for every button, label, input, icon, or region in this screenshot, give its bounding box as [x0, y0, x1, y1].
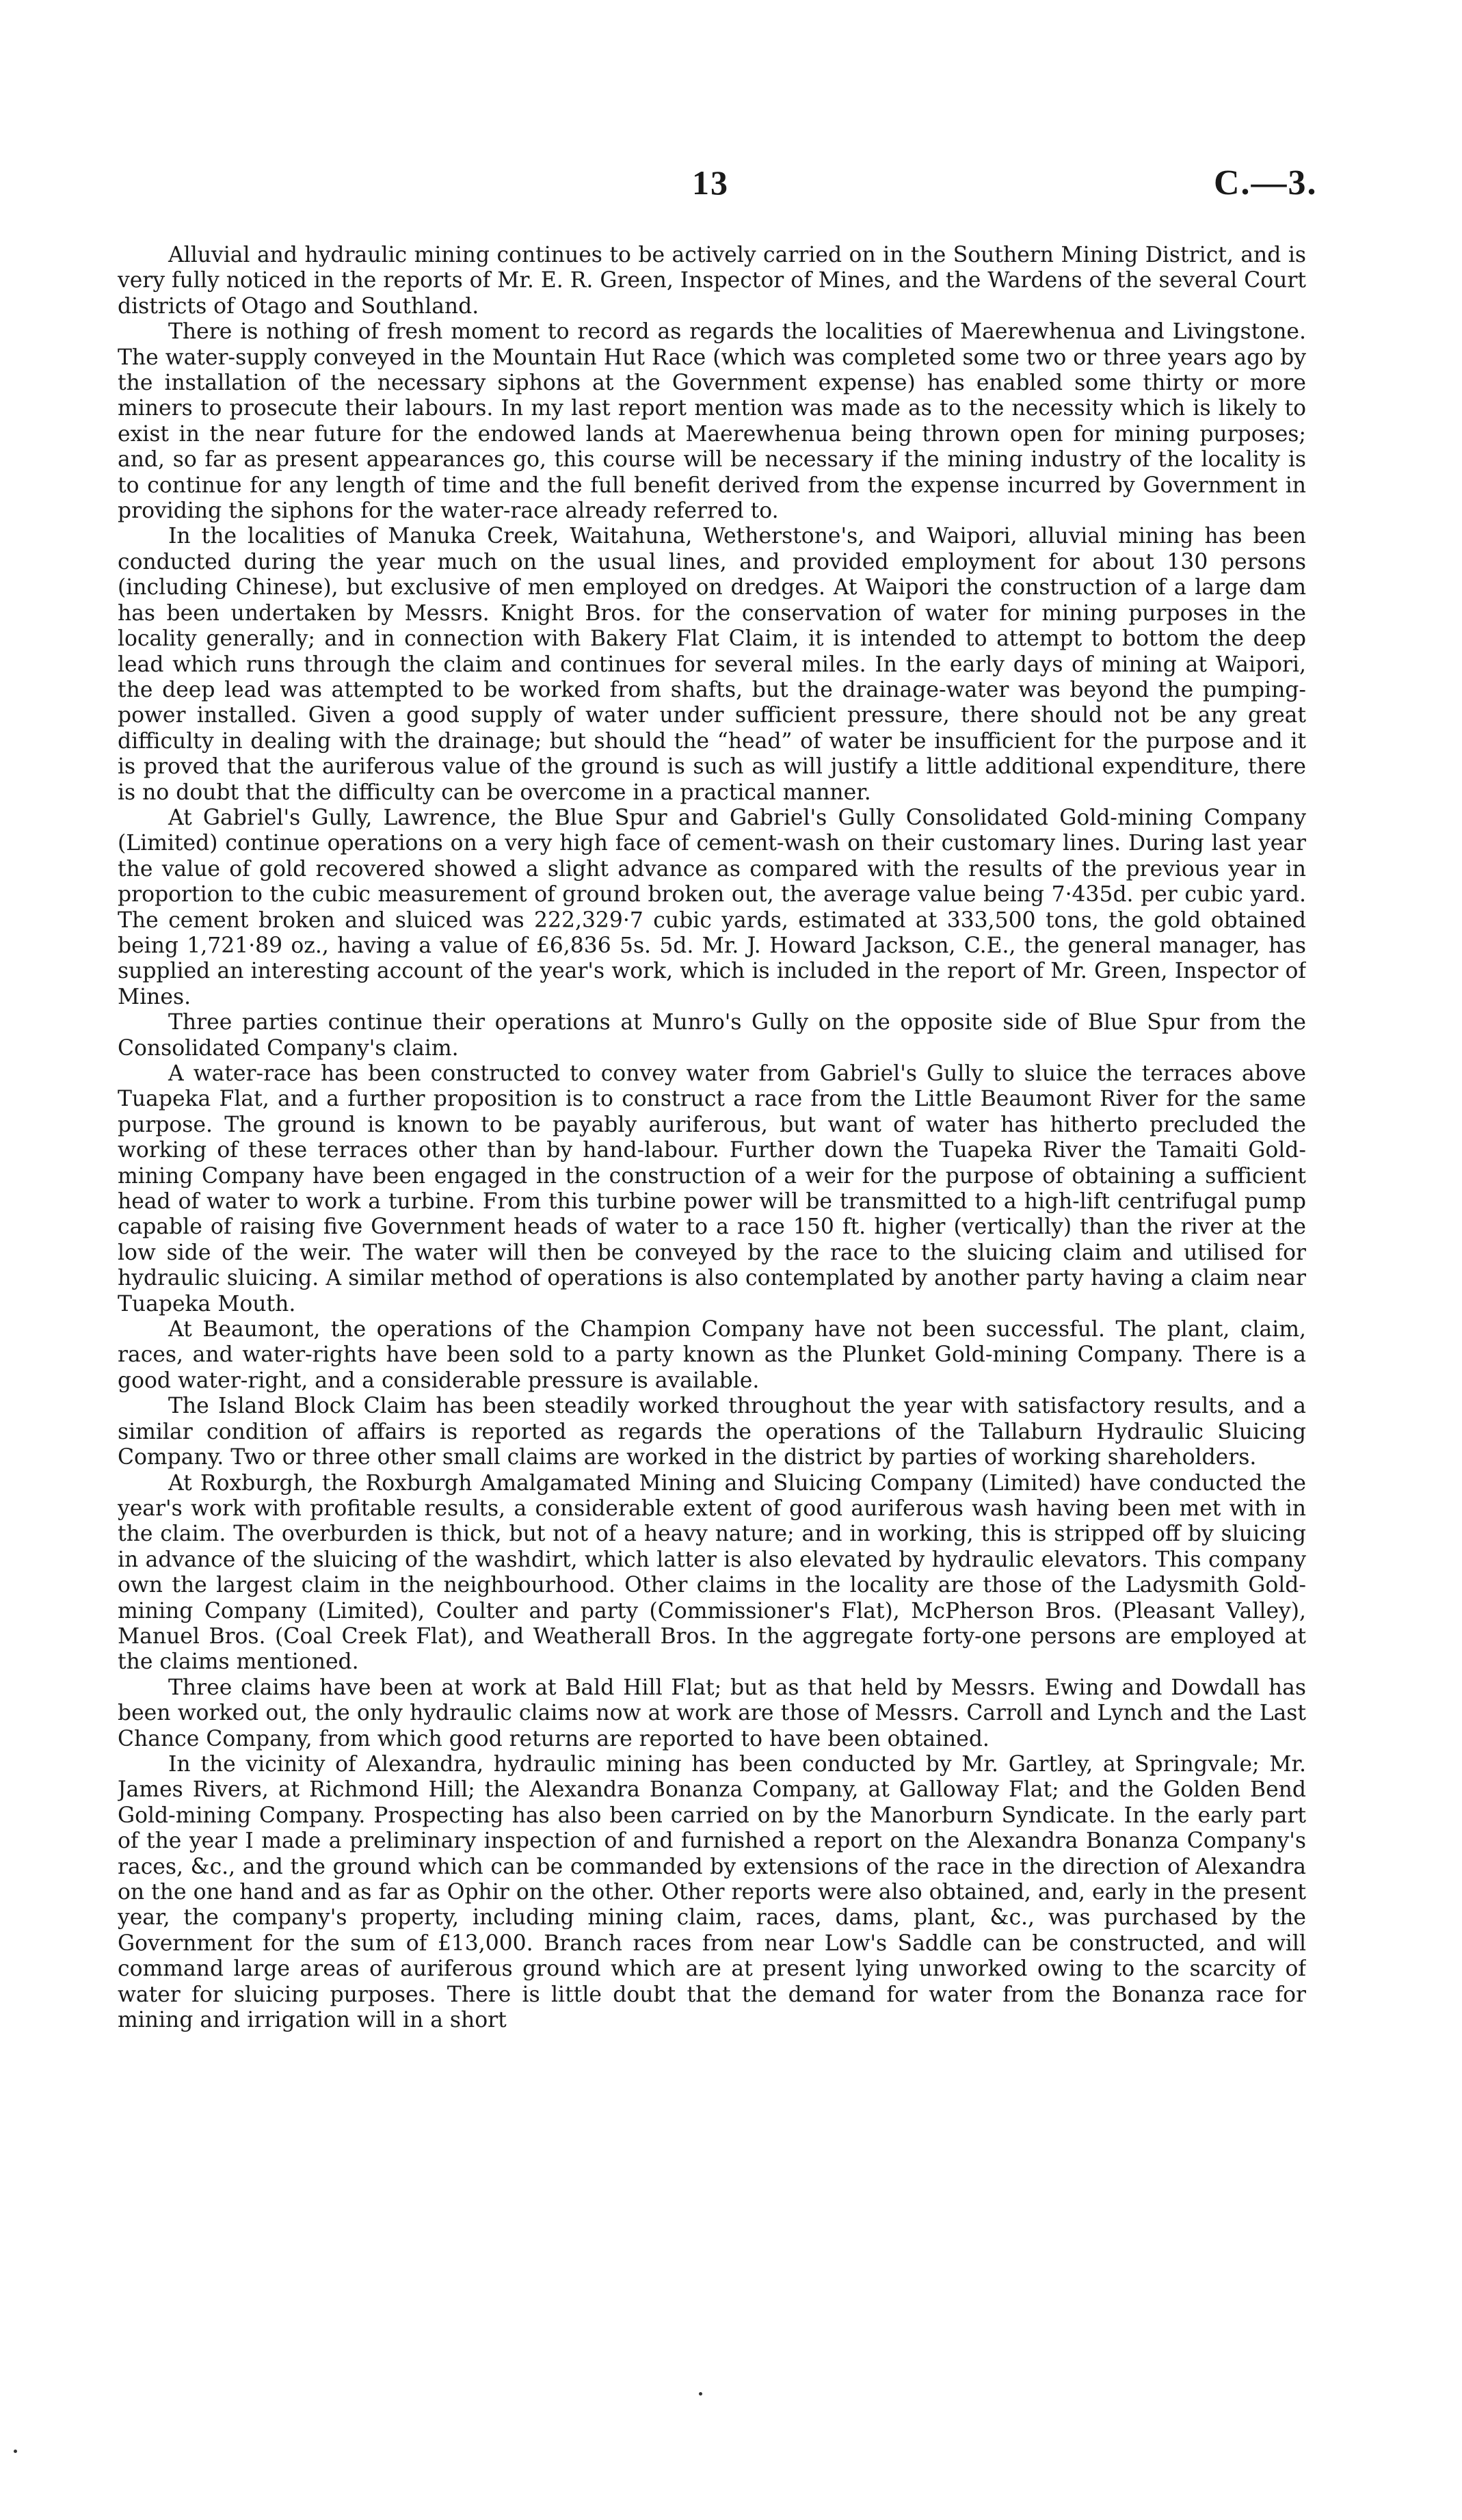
scan-speck — [14, 2450, 17, 2453]
paragraph: Alluvial and hydraulic mining continues to be actively carried on in the Southern Mining District, and is very fully noticed in the reports of Mr. E. R. Green, Inspector of Mines, and the Wardens of the several Court districts of Otago and Southland. — [118, 243, 1306, 319]
paragraph: At Roxburgh, the Roxburgh Amalgamated Mining and Sluicing Company (Limited) have conducted the year's work with profitable results, a considerable extent of good auriferous wash having been met with in the claim. The overburden is thick, but not of a heavy nature; and in working, this is stripped off by sluicing in advance of the sluicing of the washdirt, which latter is also elevated by hydraulic elevators. This company own the largest claim in the neighbourhood. Other claims in the locality are those of the Ladysmith Gold-mining Company (Limited), Coulter and party (Commissioner's Flat), McPherson Bros. (Pleasant Valley), Manuel Bros. (Coal Creek Flat), and Weatherall Bros. In the aggregate forty-one persons are employed at the claims mentioned. — [118, 1470, 1306, 1675]
paragraph: In the vicinity of Alexandra, hydraulic mining has been conducted by Mr. Gartley, at Springvale; Mr. James Rivers, at Richmond Hill; the Alexandra Bonanza Company, at Galloway Flat; and the Golden Bend Gold-mining Company. Prospecting has also been carried on by the Manorburn Syndicate. In the early part of the year I made a preliminary inspection of and furnished a report on the Alexandra Bonanza Company's races, &c., and the ground which can be commanded by extensions of the race in the direction of Alexandra on the one hand and as far as Ophir on the other. Other reports were also obtained, and, early in the present year, the company's property, including mining claim, races, dams, plant, &c., was purchased by the Government for the sum of £13,000. Branch races from near Low's Saddle can be constructed, and will command large areas of auriferous ground which are at present lying unworked owing to the scarcity of water for sluicing purposes. There is little doubt that the demand for water from the Bonanza race for mining and irrigation will in a short — [118, 1751, 1306, 2033]
paragraph: A water-race has been constructed to convey water from Gabriel's Gully to sluice the terraces above Tuapeka Flat, and a further proposition is to construct a race from the Little Beaumont River for the same purpose. The ground is known to be payably auriferous, but want of water has hitherto precluded the working of these terraces other than by hand-labour. Further down the Tuapeka River the Tamaiti Gold-mining Company have been engaged in the construction of a weir for the purpose of obtaining a sufficient head of water to work a turbine. From this turbine power will be transmitted to a high-lift centrifugal pump capable of raising five Government heads of water to a race 150 ft. higher (vertically) than the river at the low side of the weir. The water will then be conveyed by the race to the sluicing claim and utilised for hydraulic sluicing. A similar method of operations is also contemplated by another party having a claim near Tuapeka Mouth. — [118, 1061, 1306, 1316]
paragraph: In the localities of Manuka Creek, Waitahuna, Wetherstone's, and Waipori, alluvial mining has been conducted during the year much on the usual lines, and provided employment for about 130 persons (including Chinese), but exclusive of men employed on dredges. At Waipori the construction of a large dam has been undertaken by Messrs. Knight Bros. for the conservation of water for mining purposes in the locality generally; and in connection with Bakery Flat Claim, it is intended to attempt to bottom the deep lead which runs through the claim and continues for several miles. In the early days of mining at Waipori, the deep lead was attempted to be worked from shafts, but the drainage-water was beyond the pumping-power installed. Given a good supply of water under sufficient pressure, there should not be any great difficulty in dealing with the drainage; but should the “head” of water be insufficient for the purpose and it is proved that the auriferous value of the ground is such as will justify a little additional expenditure, there is no doubt that the difficulty can be overcome in a practical manner. — [118, 524, 1306, 805]
page-number: 13 — [692, 163, 729, 202]
scan-speck — [699, 2392, 702, 2396]
paragraph: At Beaumont, the operations of the Champion Company have not been successful. The plant, claim, races, and water-rights have been sold to a party known as the Plunket Gold-mining Company. There is a good water-right, and a considerable pressure is available. — [118, 1317, 1306, 1393]
document-code: C.—3. — [1214, 163, 1318, 202]
paragraph: Three parties continue their operations at Munro's Gully on the opposite side of Blue Spur from the Consolidated Company's claim. — [118, 1010, 1306, 1061]
page-header — [0, 163, 1462, 211]
paragraph: There is nothing of fresh moment to record as regards the localities of Maerewhenua and Livingstone. The water-supply conveyed in the Mountain Hut Race (which was completed some two or three years ago by the installation of the necessary siphons at the Government expense) has enabled some thirty or more miners to prosecute their labours. In my last report mention was made as to the necessity which is likely to exist in the near future for the endowed lands at Maerewhenua being thrown open for mining purposes; and, so far as present appearances go, this course will be necessary if the mining industry of the locality is to continue for any length of time and the full benefit derived from the expense incurred by Government in providing the siphons for the water-race already referred to. — [118, 319, 1306, 524]
paragraph: Three claims have been at work at Bald Hill Flat; but as that held by Messrs. Ewing and Dowdall has been worked out, the only hydraulic claims now at work are those of Messrs. Carroll and Lynch and the Last Chance Company, from which good returns are reported to have been obtained. — [118, 1675, 1306, 1751]
paragraph: The Island Block Claim has been steadily worked throughout the year with satisfactory results, and a similar condition of affairs is reported as regards the operations of the Tallaburn Hydraulic Sluicing Company. Two or three other small claims are worked in the district by parties of working shareholders. — [118, 1394, 1306, 1470]
body-text — [118, 243, 1306, 2376]
paragraph: At Gabriel's Gully, Lawrence, the Blue Spur and Gabriel's Gully Consolidated Gold-mining Company (Limited) continue operations on a very high face of cement-wash on their customary lines. During last year the value of gold recovered showed a slight advance as compared with the results of the previous year in proportion to the cubic measurement of ground broken out, the average value being 7·435d. per cubic yard. The cement broken and sluiced was 222,329·7 cubic yards, estimated at 333,500 tons, the gold obtained being 1,721·89 oz., having a value of £6,836 5s. 5d. Mr. J. Howard Jackson, C.E., the general manager, has supplied an interesting account of the year's work, which is included in the report of Mr. Green, Inspector of Mines. — [118, 805, 1306, 1009]
